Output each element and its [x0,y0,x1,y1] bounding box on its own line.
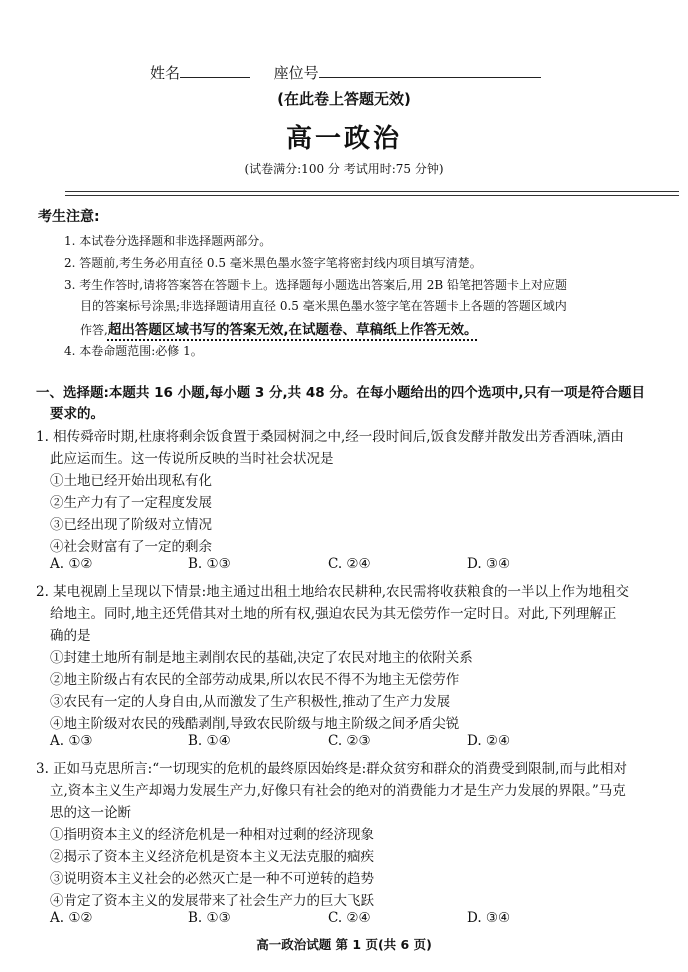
question-stem: 给地主。同时,地主还凭借其对土地的所有权,强迫农民为其无偿劳作一定时日。对此,下列理解正 [50,606,617,622]
question-stem: 思的这一论断 [50,805,131,821]
instruction-item: 目的答案标号涂黑;非选择题请用直径 0.5 毫米黑色墨水签字笔在答题卡上各题的答题区域内 [80,299,567,313]
statement: ④社会财富有了一定的剩余 [50,539,212,555]
seat-blank [319,63,541,78]
statement: ②生产力有了一定程度发展 [50,495,212,511]
instruction-item: 2. 答题前,考生务必用直径 0.5 毫米黑色墨水签字笔将密封线内项目填写清楚。 [64,256,482,270]
statement: ④肯定了资本主义的发展带来了社会生产力的巨大飞跃 [50,893,374,909]
instructions-heading: 考生注意: [38,209,100,225]
statement: ①土地已经开始出现私有化 [50,473,212,489]
statement: ③农民有一定的人身自由,从而激发了生产积极性,推动了生产力发展 [50,694,451,710]
option-d: D. ③④ [467,910,511,926]
option-b: B. ①③ [188,556,231,572]
option-b: B. ①③ [188,910,231,926]
name-label: 姓名 [150,64,181,82]
statement: ②地主阶级占有农民的全部劳动成果,所以农民不得不为地主无偿劳作 [50,672,460,688]
instruction-item: 1. 本试卷分选择题和非选择题两部分。 [64,234,272,248]
statement: ①指明资本主义的经济危机是一种相对过剩的经济现象 [50,827,374,843]
statement: ①封建土地所有制是地主剥削农民的基础,决定了农民对地主的依附关系 [50,650,473,666]
statement: ③已经出现了阶级对立情况 [50,517,212,533]
seat-label: 座位号 [273,64,319,82]
option-c: C. ②④ [328,910,371,926]
option-c: C. ②④ [328,556,371,572]
option-a: A. ①② [50,556,93,572]
statement: ④地主阶级对农民的残酷剥削,导致农民阶级与地主阶级之间矛盾尖锐 [50,716,460,732]
answer-notice: (在此卷上答题无效) [277,90,411,108]
section-heading-cont: 要求的。 [50,406,104,422]
emphasized-warning: 超出答题区域书写的答案无效,在试题卷、草稿纸上作答无效。 [107,322,478,338]
option-d: D. ③④ [467,556,511,572]
divider-bottom [65,195,679,196]
instruction-item: 作答,超出答题区域书写的答案无效,在试题卷、草稿纸上作答无效。 [80,322,478,338]
option-a: A. ①② [50,910,93,926]
question-stem: 2. 某电视剧上呈现以下情景:地主通过出租土地给农民耕种,农民需将收获粮食的一半以上作为地租交 [36,584,630,600]
option-c: C. ②③ [328,733,371,749]
page-footer: 高一政治试题 第 1 页(共 6 页) [256,937,432,952]
instruction-item: 4. 本卷命题范围:必修 1。 [64,344,203,358]
question-stem: 3. 正如马克思所言:“一切现实的危机的最终原因始终是:群众贫穷和群众的消费受到限制,而与此相对 [36,761,627,777]
question-stem: 立,资本主义生产却竭力发展生产力,好像只有社会的绝对的消费能力才是生产力发展的界限。”马克 [50,783,626,799]
statement: ③说明资本主义社会的必然灭亡是一种不可逆转的趋势 [50,871,374,887]
option-a: A. ①③ [50,733,93,749]
question-stem: 1. 相传舜帝时期,杜康将剩余饭食置于桑园树洞之中,经一段时间后,饭食发酵并散发出芳香酒味,酒由 [36,429,624,445]
name-blank [180,63,250,78]
instruction-item: 3. 考生作答时,请将答案答在答题卡上。选择题每小题选出答案后,用 2B 铅笔把答题卡上对应题 [64,278,567,292]
page-title: 高一政治 [285,124,402,154]
option-d: D. ②④ [467,733,511,749]
section-heading: 一、选择题:本题共 16 小题,每小题 3 分,共 48 分。在每小题给出的四个选项中,只有一项是符合题目 [36,385,645,401]
divider-top [65,191,679,192]
statement: ②揭示了资本主义经济危机是资本主义无法克服的痼疾 [50,849,374,865]
question-stem: 确的是 [50,628,91,644]
option-b: B. ①④ [188,733,231,749]
exam-meta: (试卷满分:100 分 考试用时:75 分钟) [244,162,444,176]
name-seat-row [150,62,541,83]
question-stem: 此应运而生。这一传说所反映的当时社会状况是 [50,451,334,467]
